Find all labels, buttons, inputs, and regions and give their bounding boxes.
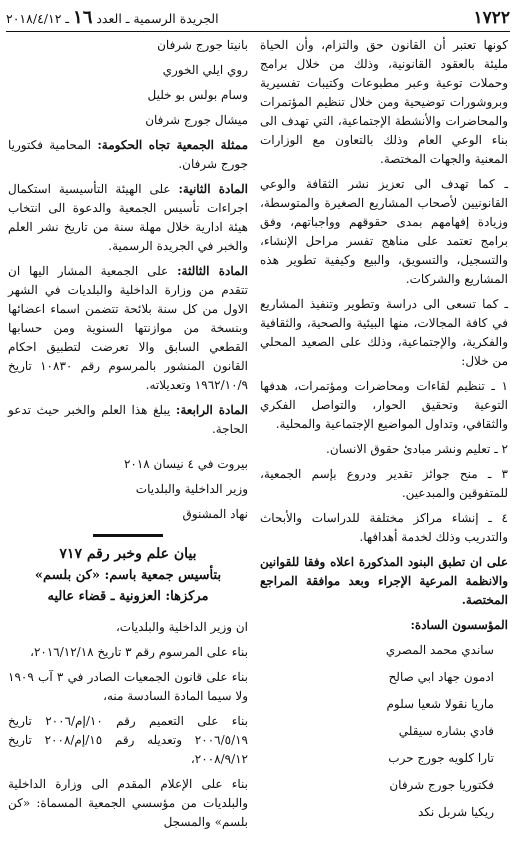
representative-text: المحامية فكتوريا جورج شرفان. [8,138,248,171]
founder-name: تارا كلويه جورج حرب [388,751,494,765]
paragraph: ـ كما تهدف الى تعزيز نشر الثقافة والوعي القانونيين لأصحاب المشاريع الصغيرة والمتوسطة، وزيادة إفهامهم بمدى حقوقهم وواجباتهم، وفق برامج تعتمد على مناهج تفسر مراحل الإنشاء، والتسجيل، والتسويق، والبيع وكيفية تطوير هذه المشاريع والشركات. [260,177,508,286]
founder-name: ميشال جورج شرفان [145,113,248,127]
page-header [6,6,510,32]
issue-number: ١٦ [73,7,93,28]
right-column [260,36,508,830]
founder-name: فادي بشاره سيقلي [398,724,494,738]
paragraph: بناء على الإعلام المقدم الى وزارة الداخلية والبلديات من مؤسسي الجمعية المسماة: «كن بلسم» والمسجل [8,777,248,829]
notice-subtitle: بتأسيس جمعية باسم: «كن بلسم» [34,568,222,583]
founders-list-continued [8,36,248,130]
founder-name: ماريا نقولا شعيا سلوم [386,697,494,711]
article-label: المادة الرابعة: [175,403,248,417]
paragraph: كونها تعتبر أن القانون حق والتزام، وأن الحياة مليئة بالعقود القانونية، وذلك من خلال برامج وحملات توعية وعبر مطبوعات وكتيبات تفسيرية وبروشورات توضيحية ومن خلال تنظيم المؤتمرات والمحاضرات والأنشطة الإجتماعية، التي تهدف الى بناء الوعي العام وذلك بالتعاون مع الوزارات المعنية والجهات المختصة. [260,38,508,166]
left-column [8,36,248,838]
section-divider [93,534,163,537]
founder-name: بانيتا جورج شرفان [157,38,248,52]
notice-title: بيان علم وخبر رقم ٧١٧ [59,546,197,562]
founders-list [260,641,508,822]
founder-name: ريكيا شربل نكد [417,805,494,819]
paragraph: بناء على المرسوم رقم ٣ تاريخ ٢٠١٦/١٢/١٨، [30,645,248,659]
conditions-paragraph: على ان تطبق البنود المذكورة اعلاه وفقا للقوانين والانظمة المرعية الإجراء وبعد موافقة المراجع المختصة. [260,555,508,607]
article-text: على الجمعية المشار اليها ان تتقدم من وزارة الداخلية والبلديات في الشهر الاول من كل سنة بلائحة تتضمن اسماء اعضائها وبنسخة من موازنتها السنوية ومن حسابها القطعي السابق والا تعرضت لتطبيق احكام القانون المنشور بالمرسوم رقم ١٠٨٣٠ تاريخ ١٩٦٢/١٠/٩ وتعديلاته. [8,264,248,392]
place-date: بيروت في ٤ نيسان ٢٠١٨ [123,457,248,471]
paragraph: بناء على التعميم رقم ١٠/إم/٢٠٠٦ تاريخ ٢٠٠٦/٥/١٩ وتعديله رقم ١٥/إم/٢٠٠٨ تاريخ ٢٠٠٨/٩/١٢، [8,714,248,766]
article-text: يبلغ هذا العلم والخبر حيث تدعو الحاجة. [8,403,248,436]
issue-date: ٢٠١٨/٤/١٢ [6,11,62,26]
founder-name: ادمون جهاد ابي صالح [388,670,494,684]
list-item: ٣ ـ منح جوائز تقدير ودروع بإسم الجمعية، للمتفوقين والمبدعين. [260,467,508,500]
article-label: المادة الثالثة: [177,264,248,278]
minister-name: نهاد المشنوق [182,507,248,521]
notice-location: مركزها: العزونية ـ قضاء عاليه [47,589,209,604]
paragraph: ـ كما تسعى الى دراسة وتطوير وتنفيذ المشاريع في كافة المجالات، منها البيئية والصحية، والثقافية والفكرية، والإجتماعية، وذلك على الصعيد المحلي من خلال: [260,297,508,368]
founder-name: روي ايلي الخوري [162,63,248,77]
founder-name: فكتوريا جورج شرفان [389,778,494,792]
paragraph: بناء على قانون الجمعيات الصادر في ٣ آب ١٩٠٩ ولا سيما المادة السادسة منه، [8,670,248,703]
header-title: الجريدة الرسمية ـ العدد ١٦ ـ ٢٠١٨/٤/١٢ [6,7,219,28]
article-text: على الهيئة التأسيسية استكمال اجراءات تأسيس الجمعية والدعوة الى انتخاب هيئة ادارية خلال مهلة سنة من تاريخ نشر العلم والخبر في الجريدة الرسمية. [8,182,248,253]
founders-label: المؤسسون السادة: [410,618,508,632]
founder-name: وسام بولس بو خليل [147,88,248,102]
list-item: ٢ ـ تعليم ونشر مبادئ حقوق الانسان. [326,442,508,456]
article-label: المادة الثانية: [178,182,248,196]
minister-title: وزير الداخلية والبلديات [135,482,248,496]
list-item: ٤ ـ إنشاء مراكز مختلفة للدراسات والأبحاث والتدريب وذلك لخدمة أهدافها. [260,511,508,544]
founder-name: ساندي محمد المصري [385,643,494,657]
list-item: ١ ـ تنظيم لقاءات ومحاضرات ومؤتمرات، هدفها التوعية وتحقيق الحوار، والتواصل الفكري والثقافي، وتداول المواضيع الإجتماعية والمحلية. [260,379,508,431]
gazette-name: الجريدة الرسمية ـ العدد [96,11,219,26]
article-2 [8,180,248,256]
paragraph: ان وزير الداخلية والبلديات، [115,620,248,634]
article-3 [8,262,248,395]
page-number: ١٧٢٢ [473,8,510,27]
representative-label: ممثلة الجمعية تجاه الحكومة: [97,138,248,152]
government-representative [8,136,248,174]
article-4 [8,401,248,439]
